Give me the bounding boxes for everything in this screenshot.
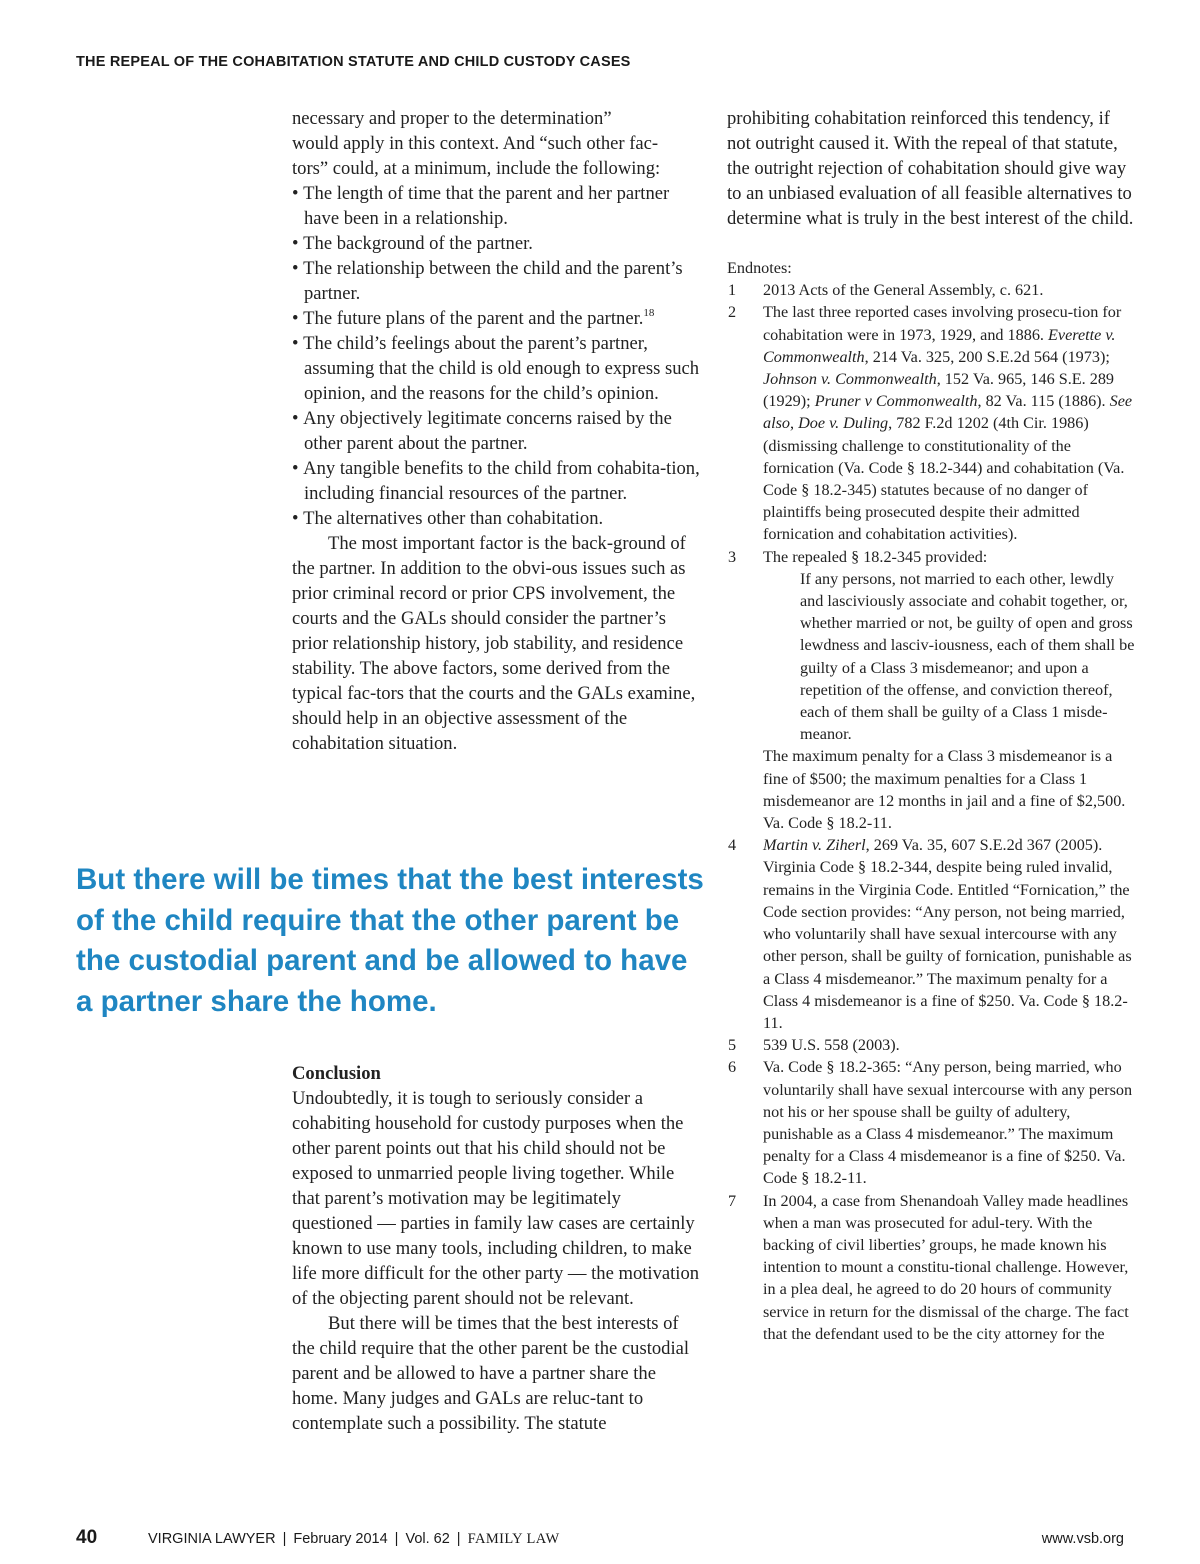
citation-signal: See also [763, 392, 1133, 433]
body-paragraph: prohibiting cohabitation reinforced this tendency, if not outright caused it. With the repeal of that statute, the outright rejection of cohabitation should give way to an unbiased evaluation of all feasible alternatives to determine what is truly in the best interest of the child. [727, 108, 1134, 229]
endnote-number: 1 [728, 281, 737, 300]
factor-item: • The future plans of the parent and the partner.$^{18}$ [292, 306, 702, 331]
endnote-text: The repealed § 18.2-345 provided: If any persons, not married to each other, lewdly and lasciviously associate and cohabit together, or, whether married or not, be guilty of open and gross lewdness and lasciv-iousness, each of them shall be guilty of a Class 3 misdemeanor; and upon a repetition of the offense, and conviction thereof, each of them shall be guilty of a Class 1 misde-meanor. The maximum penalty for a Class 3 misdemeanor is a fine of $500; the maximum penalties for a Class 1 misdemeanor are 12 months in jail and a fine of $2,500. Va. Code § 18.2-11. [763, 546, 1137, 835]
footnote-ref[interactable]: 18 [643, 307, 655, 319]
separator: | [456, 1531, 461, 1547]
volume: Vol. 62 [405, 1531, 450, 1547]
pull-quote-line: But there will be times that the best interests [76, 863, 704, 896]
conclusion-section [292, 1061, 702, 1436]
pull-quote-line: the custodial parent and be allowed to have [76, 944, 688, 977]
separator: | [394, 1531, 399, 1547]
endnote-number: 2 [728, 303, 737, 322]
factor-item: • The length of time that the parent and her partner have been in a relationship. [292, 181, 702, 231]
endnote [727, 834, 1137, 1034]
middle-column [292, 106, 702, 756]
case-citation: Martin v. Ziherl [763, 836, 866, 855]
body-paragraph: Undoubtedly, it is tough to seriously consider a cohabiting household for custody purposes when the other parent points out that his child should not be exposed to unmarried people living together. While that parent’s motivation may be legitimately questioned — parties in family law cases are certainly known to use many tools, including children, to make life more difficult for the other party — the motivation of the objecting parent should not be relevant. [292, 1088, 700, 1309]
running-title: THE REPEAL OF THE COHABITATION STATUTE AND CHILD CUSTODY CASES [76, 54, 631, 70]
issue-date: February 2014 [293, 1531, 388, 1547]
endnote [727, 279, 1137, 301]
website-link[interactable]: www.vsb.org [1041, 1531, 1124, 1547]
factor-item: • The child’s feelings about the parent’s partner, assuming that the child is old enough to express such opinion, and the reasons for the child’s opinion. [292, 331, 702, 406]
body-paragraph: The most important factor is the back-ground of the partner. In addition to the obvi-ous issues such as prior criminal record or prior CPS involvement, the courts and the GALs should consider the partner’s prior relationship history, job stability, and residence stability. The above factors, some derived from the typical fac-tors that the courts and the GALs examine, should help in an objective assessment of the cohabitation situation. [292, 533, 696, 754]
endnote-text: 539 U.S. 558 (2003). [763, 1036, 900, 1055]
endnotes [727, 257, 1137, 1345]
publication-name: VIRGINIA LAWYER [148, 1531, 276, 1547]
right-column [727, 106, 1137, 1345]
case-citation: Pruner v Commonwealth [814, 392, 978, 411]
page-number: 40 [76, 1527, 98, 1548]
separator: | [282, 1531, 287, 1547]
endnote-text: The last three reported cases involving prosecu-tion for cohabitation were in 1973, 1929, and 1886. Everette v. Commonwealth, 214 Va. 325, 200 S.E.2d 564 (1973); Johnson v. Commonwealth, 152 Va. 965, 146 S.E. 289 (1929); Pruner v Commonwealth, 82 Va. 115 (1886). See also, Doe v. Duling, 782 F.2d 1202 (4th Cir. 1986) (dismissing challenge to constitutionality of the fornication (Va. Code § 18.2-344) and cohabitation (Va. Code § 18.2-345) statutes because of no danger of plaintiffs being prosecuted despite their admitted fornication and cohabitation activities). [763, 303, 1133, 544]
endnote-number: 6 [728, 1058, 737, 1077]
endnote-number: 3 [728, 547, 737, 566]
endnote-text: 2013 Acts of the General Assembly, c. 621. [763, 281, 1044, 300]
endnote [727, 301, 1137, 545]
factor-item: • Any tangible benefits to the child from cohabita-tion, including financial resources of the partner. [292, 456, 702, 506]
endnote-number: 4 [728, 836, 737, 855]
intro-line: tors” could, at a minimum, include the following: [292, 158, 661, 179]
endnote-text: In 2004, a case from Shenandoah Valley made headlines when a man was prosecuted for adul-tery. With the backing of civil liberties’ groups, he made known his intention to mount a constitu-tional challenge. However, in a plea deal, he agreed to do 20 hours of community service in return for the dismissal of the charge. The fact that the defendant used to be the city attorney for the [763, 1191, 1129, 1343]
endnotes-label: Endnotes: [727, 259, 792, 277]
factor-item: • Any objectively legitimate concerns raised by the other parent about the partner. [292, 406, 702, 456]
factor-item: • The background of the partner. [292, 231, 702, 256]
pull-quote [76, 860, 716, 1022]
intro-line: would apply in this context. And “such other fac- [292, 133, 659, 154]
factor-item: • The alternatives other than cohabitation. [292, 506, 702, 531]
factor-item: • The relationship between the child and the parent’s partner. [292, 256, 702, 306]
endnote [727, 1190, 1137, 1345]
endnote-number: 7 [728, 1191, 737, 1210]
body-paragraph: But there will be times that the best interests of the child require that the other parent be the custodial parent and be allowed to have a partner share the home. Many judges and GALs are reluc-tant to contemplate such a possibility. The statute [292, 1313, 690, 1434]
intro-line: necessary and proper to the determination” [292, 108, 612, 129]
section-name: FAMILY LAW [467, 1531, 560, 1547]
section-heading: Conclusion [292, 1063, 381, 1084]
statute-quote: If any persons, not married to each other, lewdly and lasciviously associate and cohabit together, or, whether married or not, be guilty of open and gross lewdness and lasciv-iousness, each of them shall be guilty of a Class 3 misdemeanor; and upon a repetition of the offense, and conviction thereof, each of them shall be guilty of a Class 1 misde-meanor. [800, 569, 1135, 744]
endnote [727, 1034, 1137, 1056]
case-citation: Johnson v. Commonwealth [763, 370, 937, 389]
pull-quote-line: a partner share the home. [76, 984, 437, 1018]
endnote-number: 5 [728, 1036, 737, 1055]
endnote [727, 1056, 1137, 1189]
case-citation: Everette v. Commonwealth [763, 325, 1116, 366]
endnote-text: Martin v. Ziherl, 269 Va. 35, 607 S.E.2d 367 (2005). Virginia Code § 18.2-344, despite being ruled invalid, remains in the Virginia Code. Entitled “Fornication,” the Code section provides: “Any person, not being married, who voluntarily shall have sexual intercourse with any other person, shall be guilty of fornication, punishable as a Class 4 misdemeanor.” The maximum penalty for a Class 4 misdemeanor is a fine of $250. Va. Code § 18.2-11. [763, 836, 1132, 1032]
factor-list [292, 181, 702, 531]
endnote [727, 546, 1137, 835]
publication-info [148, 1531, 560, 1548]
pull-quote-line: of the child require that the other parent be [76, 903, 680, 937]
case-citation: Doe v. Duling [798, 414, 889, 433]
endnote-text: Va. Code § 18.2-365: “Any person, being married, who voluntarily shall have sexual intercourse with any person not his or her spouse shall be guilty of adultery, punishable as a Class 4 misdemeanor.” The maximum penalty for a Class 4 misdemeanor is a fine of $250. Va. Code § 18.2-11. [763, 1058, 1133, 1188]
